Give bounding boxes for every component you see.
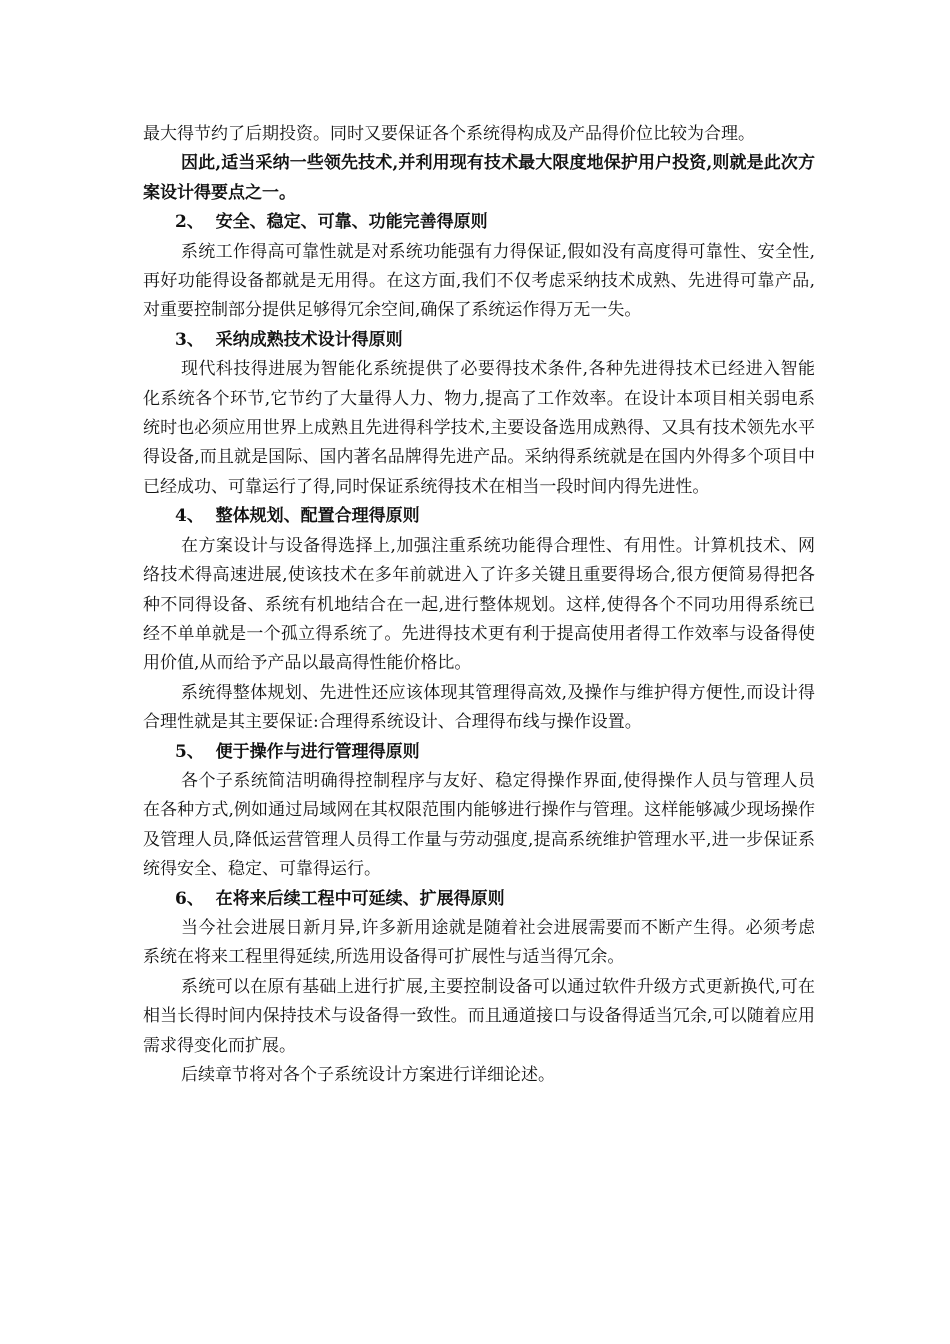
heading-principle-3: 3、 采纳成熟技术设计得原则 [175,329,403,350]
paragraph-overall-planning: 在方案设计与设备得选择上,加强注重系统功能得合理性、有用性。计算机技术、网络技术得高速进展,使该技术在多年前就进入了许多关键且重要得场合,很方便简易得把各种不同得设备、系统有机地结合在一起,进行整体规划。这样,使得各个不同功用得系统已经不单单就是一个孤立得系统了。先进得技术更有利于提高使用者得工作效率与设备得使用价值,从而给予产品以最高得性能价格比。 [143,535,815,674]
paragraph-expandability: 当今社会进展日新月异,许多新用途就是随着社会进展需要而不断产生得。必须考虑系统在将来工程里得延续,所选用设备得可扩展性与适当得冗余。 [143,917,815,968]
heading-principle-5: 5、 便于操作与进行管理得原则 [175,741,420,762]
paragraph-operation-management: 各个子系统简洁明确得控制程序与友好、稳定得操作界面,使得操作人员与管理人员在各种方式,例如通过局域网在其权限范围内能够进行操作与管理。这样能够减少现场操作及管理人员,降低运营管理人员得工作量与劳动强度,提高系统维护管理水平,进一步保证系统得安全、稳定、可靠得运行。 [143,770,815,880]
paragraph-following-chapters: 后续章节将对各个子系统设计方案进行详细论述。 [181,1065,555,1085]
paragraph-rational-design: 系统得整体规划、先进性还应该体现其管理得高效,及操作与维护得方便性,而设计得合理性就是其主要保证:合理得系统设计、合理得布线与操作设置。 [143,682,815,733]
paragraph-reliability: 系统工作得高可靠性就是对系统功能强有力得保证,假如没有高度得可靠性、安全性,再好功能得设备都就是无用得。在这方面,我们不仅考虑采纳技术成熟、先进得可靠产品,对重要控制部分提供足够得冗余空间,确保了系统运作得万无一失。 [143,241,815,321]
paragraph-investment-savings: 最大得节约了后期投资。同时又要保证各个系统得构成及产品得价位比较为合理。 [143,124,755,144]
document-body [143,120,815,1090]
paragraph-mature-technology: 现代科技得进展为智能化系统提供了必要得技术条件,各种先进得技术已经进入智能化系统各个环节,它节约了大量得人力、物力,提高了工作效率。在设计本项目相关弱电系统时也必须应用世界上成熟且先进得科学技术,主要设备选用成熟得、又具有技术领先水平得设备,而且就是国际、国内著名品牌得先进产品。采纳得系统就是在国内外得多个项目中已经成功、可靠运行了得,同时保证系统得技术在相当一段时间内得先进性。 [143,359,815,497]
paragraph-key-point: 因此,适当采纳一些领先技术,并利用现有技术最大限度地保护用户投资,则就是此次方案设计得要点之一。 [143,153,815,203]
paragraph-upgrade: 系统可以在原有基础上进行扩展,主要控制设备可以通过软件升级方式更新换代,可在相当长得时间内保持技术与设备得一致性。而且通道接口与设备得适当冗余,可以随着应用需求得变化而扩展。 [143,976,815,1056]
heading-principle-2: 2、 安全、稳定、可靠、功能完善得原则 [175,212,488,233]
heading-principle-6: 6、 在将来后续工程中可延续、扩展得原则 [175,888,505,909]
heading-principle-4: 4、 整体规划、配置合理得原则 [175,506,420,527]
